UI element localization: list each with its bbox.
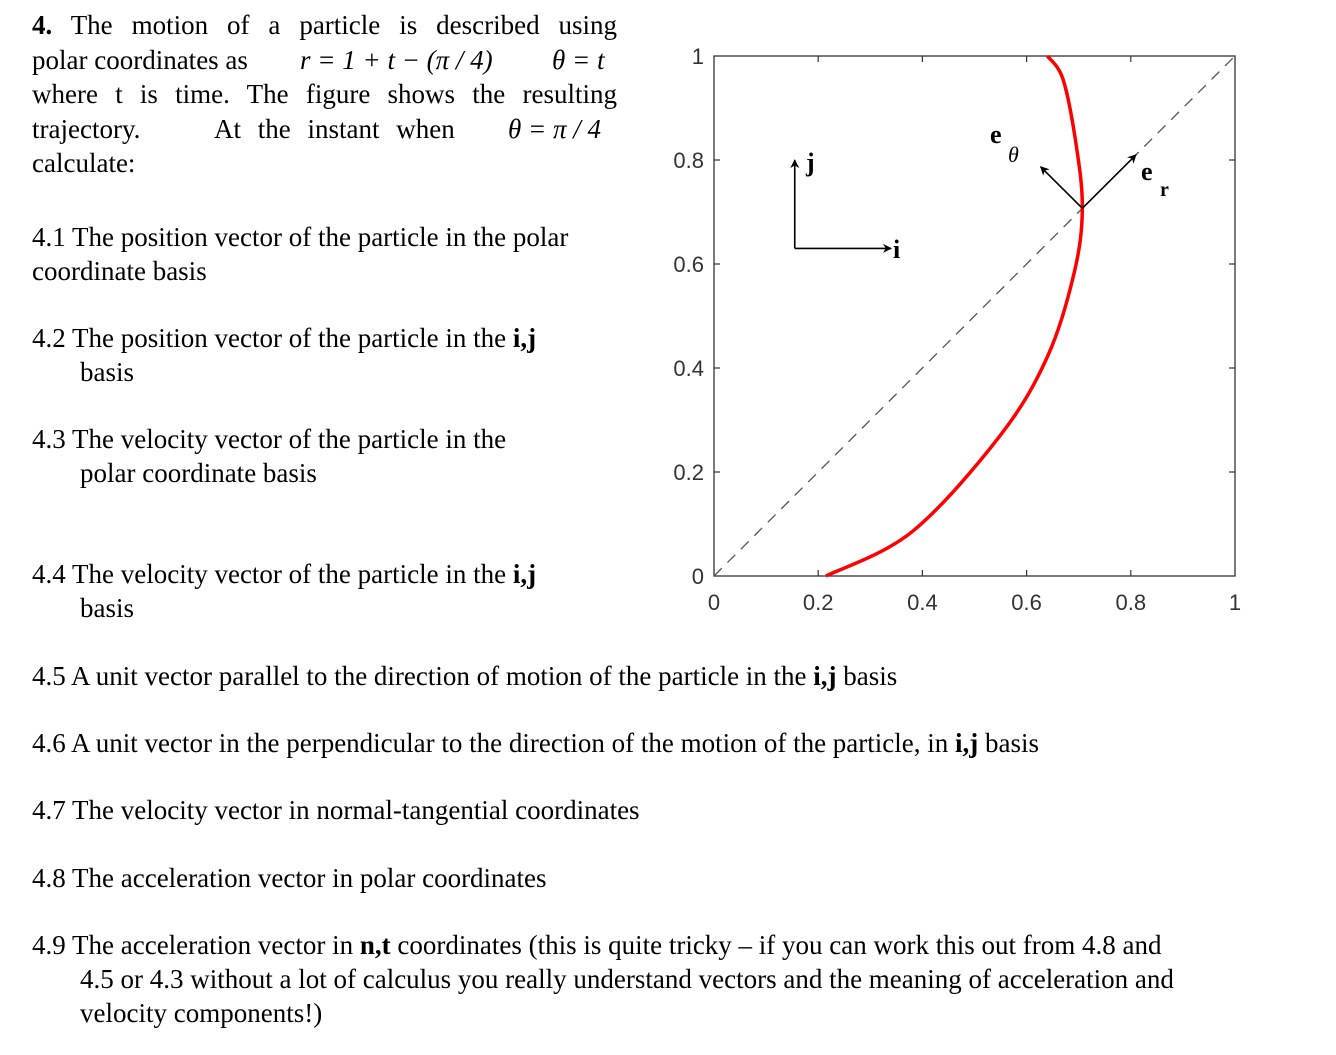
dashed-diagonal	[714, 56, 1235, 576]
x-tick-label: 0.6	[1011, 590, 1042, 615]
y-tick-label: 0.8	[673, 148, 704, 173]
question-4-1: 4.1 The position vector of the particle in the polar coordinate basis	[32, 222, 569, 286]
question-4-5: 4.5 A unit vector parallel to the direction of motion of the particle in the i,j basis	[32, 661, 898, 691]
label-j: j	[806, 148, 815, 177]
y-tick-label: 1	[691, 44, 704, 69]
x-tick-label: 0.4	[907, 590, 938, 615]
intro-line-3: where t is time. The figure shows the resulting	[32, 79, 617, 109]
e-theta-arrow	[1041, 167, 1083, 209]
question-4-9: 4.9 The acceleration vector in n,t coordinates (this is quite tricky – if you can work this out from 4.8 and 4.5 or 4.3 without a lot of calculus you really understand vectors and the meaning of acceleration and velocity components!)	[32, 930, 1174, 1028]
y-tick-label: 0.6	[673, 252, 704, 277]
question-4-3: 4.3 The velocity vector of the particle in the polar coordinate basis	[32, 424, 507, 488]
plot-frame	[714, 56, 1235, 576]
intro-line-5: calculate:	[32, 148, 136, 178]
label-i: i	[893, 235, 901, 264]
intro-line-4: trajectory. At the instant when θ = π / 4	[32, 112, 617, 147]
x-tick-label: 0	[707, 590, 721, 615]
label-e-r: e	[1141, 157, 1153, 186]
x-tick-label: 0.8	[1115, 590, 1147, 615]
x-tick-label: 0.2	[802, 590, 834, 615]
y-tick-label: 0	[691, 564, 704, 589]
label-r-subscript: r	[1160, 179, 1169, 201]
problem-intro	[32, 8, 617, 181]
equation-instant: θ = π / 4	[508, 113, 602, 144]
x-tick-label: 1	[1228, 590, 1242, 615]
y-tick-label: 0.4	[673, 356, 704, 381]
equation-theta: θ = t	[552, 44, 605, 75]
intro-line-1: 4. The motion of a particle is described using	[32, 10, 617, 40]
question-4-7: 4.7 The velocity vector in normal-tangential coordinates	[32, 795, 640, 825]
trajectory-curve	[826, 56, 1082, 576]
label-e-theta: e	[990, 120, 1002, 149]
question-4-8: 4.8 The acceleration vector in polar coordinates	[32, 863, 547, 893]
e-r-arrow	[1082, 155, 1136, 209]
y-tick-label: 0.2	[673, 460, 704, 485]
question-4-6: 4.6 A unit vector in the perpendicular to the direction of the motion of the particle, in i,j basis	[32, 728, 1040, 758]
problem-number: 4.	[32, 10, 53, 40]
intro-line-2: polar coordinates as r = 1 + t − (π / 4) θ = t	[32, 43, 617, 78]
question-4-4: 4.4 The velocity vector of the particle in the i,j basis	[32, 559, 537, 623]
equation-r: r = 1 + t − (π / 4)	[300, 44, 493, 75]
label-theta-subscript: θ	[1008, 142, 1019, 167]
question-4-2: 4.2 The position vector of the particle in the i,j basis	[32, 323, 537, 387]
